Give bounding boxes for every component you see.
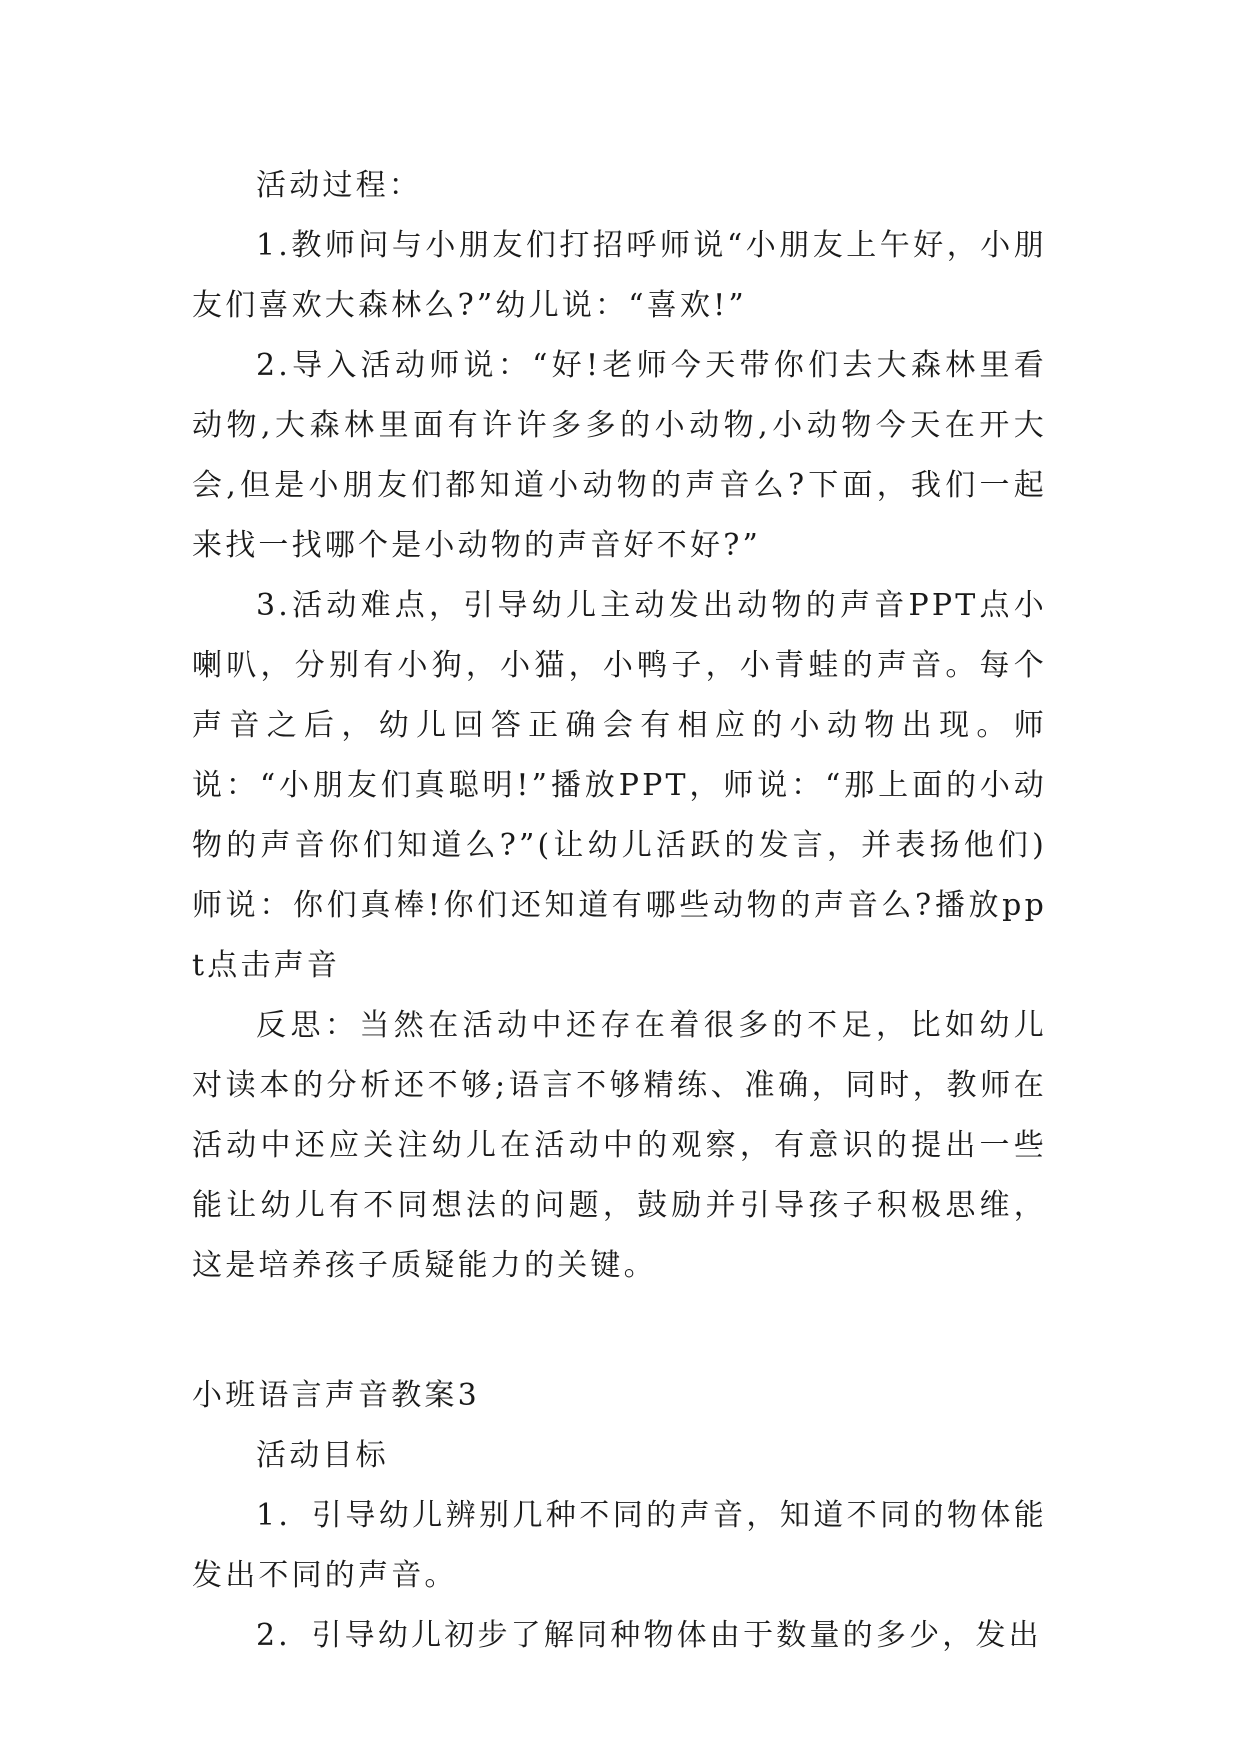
reflection-paragraph: 反思：当然在活动中还存在着很多的不足，比如幼儿对读本的分析还不够;语言不够精练、准确，同时，教师在活动中还应关注幼儿在活动中的观察，有意识的提出一些能让幼儿有不同想法的问题，鼓励并引导孩子积极思维，这是培养孩子质疑能力的关键。 (192, 1008, 1047, 1283)
activity-process-label: 活动过程： (256, 168, 422, 203)
process-step-3: 3.活动难点，引导幼儿主动发出动物的声音PPT点小喇叭，分别有小狗，小猫，小鸭子，小青蛙的声音。每个声音之后，幼儿回答正确会有相应的小动物出现。师说：“小朋友们真聪明!”播放PPT，师说：“那上面的小动物的声音你们知道么?”(让幼儿活跃的发言，并表扬他们)师说：你们真棒!你们还知道有哪些动物的声音么?播放ppt点击声音 (192, 588, 1047, 983)
lesson-plan-title: 小班语言声音教案3 (192, 1378, 480, 1413)
goal-item-1: 1．引导幼儿辨别几种不同的声音，知道不同的物体能发出不同的声音。 (192, 1498, 1047, 1593)
document-page (192, 156, 1047, 1666)
activity-goals-label: 活动目标 (256, 1438, 389, 1473)
goal-item-2: 2．引导幼儿初步了解同种物体由于数量的多少，发出 (256, 1618, 1042, 1653)
process-step-2: 2.导入活动师说：“好!老师今天带你们去大森林里看动物,大森林里面有许许多多的小动物,小动物今天在开大会,但是小朋友们都知道小动物的声音么?下面，我们一起来找一找哪个是小动物的声音好不好?” (192, 348, 1047, 563)
process-step-1: 1.教师问与小朋友们打招呼师说“小朋友上午好，小朋友们喜欢大森林么?”幼儿说：“喜欢!” (192, 228, 1047, 323)
